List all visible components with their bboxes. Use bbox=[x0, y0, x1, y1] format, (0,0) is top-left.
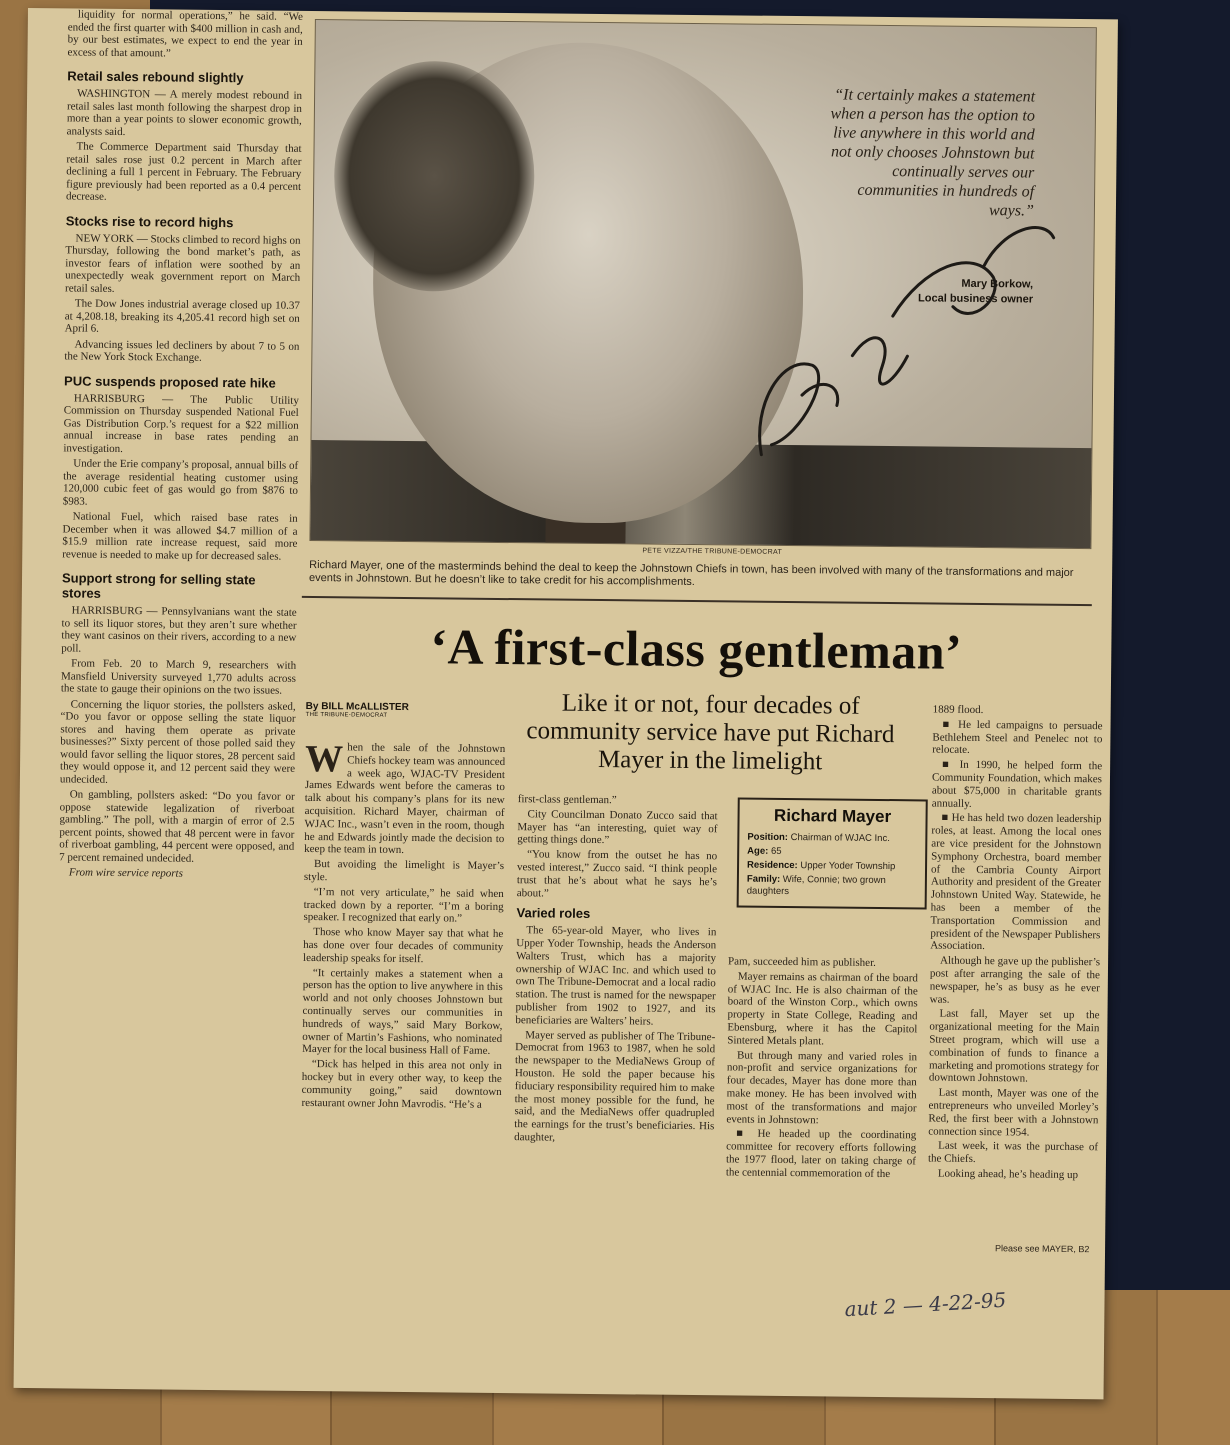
article-paragraph: City Councilman Donato Zucco said that Mayer has “an interesting, quiet way of getting things done.” bbox=[517, 808, 718, 847]
fact-label: Position: bbox=[747, 831, 789, 844]
portrait-photo bbox=[309, 19, 1096, 549]
brief-paragraph: WASHINGTON — A merely modest rebound in retail sales last month following the sharpest drop in more than a year points to slower economic growth, analysts said. bbox=[66, 87, 303, 138]
article-column-1 bbox=[301, 737, 506, 1113]
brief-headline: Support strong for selling state stores bbox=[61, 570, 256, 601]
article-paragraph: Looking ahead, he’s heading up bbox=[937, 1167, 1079, 1181]
brief-paragraph: Concerning the liquor stories, the pollsters asked, “Do you favor or oppose selling the state liquor stores and having them operate as private businesses?” Sixty percent of those polled said they would favor selling the liquor stores, 28 percent said they would oppose it, and 12 percent said they were undecided. bbox=[59, 697, 296, 786]
article-paragraph: ■ In 1990, he helped form the Community Foundation, which makes about $75,000 in charitable grants annually. bbox=[931, 758, 1103, 810]
brief-paragraph: NEW YORK — Stocks climbed to record highs on Thursday, following the bond market’s path, as investor fears of inflation were soothed by an unexpectedly weak government report on March retail sales. bbox=[65, 232, 301, 295]
author: By BILL McALLISTER bbox=[305, 700, 409, 714]
byline bbox=[306, 701, 506, 720]
article-paragraph: Last month, Mayer was one of the entrepreneurs who unveiled Morley’s Red, the first beer with a Johnstown connection since 1954. bbox=[928, 1086, 1099, 1139]
fact-row bbox=[747, 846, 917, 860]
fact-row bbox=[747, 860, 917, 874]
brief-headline: Stocks rise to record highs bbox=[65, 212, 234, 230]
article-paragraph: Pam, succeeded him as publisher. bbox=[727, 955, 876, 969]
deck: Like it or not, four decades of community service have put Richard Mayer in the limelight bbox=[526, 689, 895, 776]
article-paragraph: ■ He has held two dozen leadership roles, at least. Among the local ones are vice president for the Johnstown Symphony Orchestra, board member of the Cambria County Airport Authority and president of the Greater Johnstown United Way. Statewide, he has been a member of the Transportation Commission and president of the Newspaper Publishers Association. bbox=[930, 811, 1102, 953]
brief-paragraph: National Fuel, which raised base rates in December when it was allowed $4.7 million of a $15.9 million rate increase request, said more revenue is needed to make up for decreased sales. bbox=[62, 510, 298, 563]
fact-row bbox=[747, 874, 917, 900]
fact-box bbox=[737, 797, 928, 909]
brief-liquor bbox=[59, 570, 297, 865]
lead-paragraph bbox=[304, 737, 506, 858]
fact-row bbox=[747, 832, 917, 846]
article-column-3 bbox=[726, 955, 918, 1183]
article-column-2 bbox=[514, 793, 718, 1148]
article-paragraph: Those who know Mayer say that what he has done over four decades of community leadership speaks for itself. bbox=[303, 926, 504, 965]
subhead: Varied roles bbox=[516, 905, 591, 922]
article-paragraph: first-class gentleman.” bbox=[517, 793, 617, 807]
article-paragraph: “It certainly makes a statement when a person has the option to live anywhere in this world and not only chooses Johnstown but continually serves our communities in hundreds of ways,” said Mary Borkow, owner of Martin’s Fashions, who nominated Mayer for the local business Hall of Fame. bbox=[302, 966, 503, 1058]
brief-paragraph: The Dow Jones industrial average closed up 10.37 at 4,208.18, breaking its 4,205.41 record high set on April 6. bbox=[64, 297, 300, 335]
article-paragraph: Although he gave up the publisher’s post after arranging the sale of the newspaper, he’s as busy as he ever was. bbox=[929, 954, 1101, 1006]
pull-quote: “It certainly makes a statement when a person has the option to live anywhere in this world and not only chooses Johnstown but continually serves our communities in hundreds of ways.” bbox=[830, 86, 1036, 220]
lead-text: hen the sale of the Johnstown Chiefs hockey team was announced a week ago, WJAC-TV President James Edwards went before the cameras to talk about his company’s plans for its new acquisition. Richard Mayer, chairman of WJAC Inc., wasn’t even in the room, though he and Edwards jointly made the decision to keep the team in town. bbox=[304, 741, 506, 857]
article-paragraph: ■ He led campaigns to persuade Bethlehem Steel and Penelec not to relocate. bbox=[932, 718, 1103, 757]
fact-value: Wife, Connie; two grown daughters bbox=[746, 873, 886, 898]
article-paragraph: But avoiding the limelight is Mayer’s style. bbox=[303, 858, 505, 884]
article-paragraph: “You know from the outset he has no vested interest,” Zucco said. “I think people trust that he’s about what he says he’s about.” bbox=[516, 848, 718, 900]
brief-paragraph: Under the Erie company’s proposal, annual bills of the average residential heating customer using 120,000 cubic feet of gas would go from $876 to $983. bbox=[62, 457, 299, 508]
newspaper-clipping bbox=[14, 8, 1118, 1399]
fact-label: Residence: bbox=[747, 859, 798, 872]
fact-label: Age: bbox=[747, 845, 769, 857]
brief-retail bbox=[66, 68, 302, 205]
briefs-column bbox=[54, 8, 303, 1310]
main-headline: ‘A first-class gentleman’ bbox=[430, 618, 963, 680]
pull-quote-attribution bbox=[833, 275, 1033, 307]
article-paragraph: Last fall, Mayer set up the organizational meeting for the Main Street program, which will use a combination of funds to finance a marketing and promotions strategy for downtown Johnstown. bbox=[928, 1007, 1100, 1085]
article-paragraph: But through many and varied roles in non-profit and service organizations for four decades, Mayer has done more than make money. He has been involved with most of the transformations and major events in Johnstown: bbox=[726, 1049, 918, 1126]
brief-paragraph: HARRISBURG — Pennsylvanians want the state to sell its liquor stores, but they aren’t sure whether they want casinos on their rivers, according to a new poll. bbox=[61, 604, 297, 655]
byline-paper: THE TRIBUNE-DEMOCRAT bbox=[305, 711, 388, 719]
fact-value: Upper Yoder Township bbox=[800, 860, 896, 873]
article-paragraph: Last week, it was the purchase of the Chiefs. bbox=[927, 1139, 1099, 1166]
brief-headline: PUC suspends proposed rate hike bbox=[64, 372, 276, 391]
fact-value: 65 bbox=[770, 845, 782, 857]
brief-stocks bbox=[64, 213, 301, 365]
brief-paragraph: HARRISBURG — The Public Utility Commission on Thursday suspended National Fuel Gas Distribution Corp.’s request for a $22 million annual increase in base rates pending an investigation. bbox=[63, 392, 299, 455]
article-paragraph: Mayer served as publisher of The Tribune-Democrat from 1963 to 1987, when he sold the newspaper to the MediaNews Group of Houston. He sold the paper because his fiduciary responsibility required him to make the most money possible for the fund, he said, and the MediaNews offer quadrupled the earnings for the trust’s beneficiaries. His daughter, bbox=[514, 1028, 716, 1144]
article-paragraph: “I’m not very articulate,” he said when tracked down by a reporter. “I’m a boring speaker. I recognized that early on.” bbox=[303, 885, 504, 925]
brief-paragraph: From Feb. 20 to March 9, researchers with Mansfield University surveyed 1,770 adults across the state to gauge their opinions on the two issues. bbox=[60, 657, 297, 697]
wire-source: From wire service reports bbox=[68, 866, 183, 880]
brief-paragraph: The Commerce Department said Thursday that retail sales rose just 0.2 percent in March after declining a full 1 percent in February. The February figure previously had been reported as a 0.4 percent decrease. bbox=[65, 140, 302, 203]
drop-cap: W bbox=[304, 737, 344, 781]
jump-line: Please see MAYER, B2 bbox=[995, 1243, 1090, 1255]
quote-name: Mary Borkow, bbox=[961, 277, 1034, 291]
intro-text: liquidity for normal operations,” he said. “We ended the first quarter with $400 million in cash and, by our best estimates, we expect to end the year in excess of that amount.” bbox=[67, 8, 303, 59]
brief-puc bbox=[62, 373, 299, 563]
handwritten-note: aut 2 — 4-22-95 bbox=[843, 1287, 1007, 1322]
fact-label: Family: bbox=[746, 873, 781, 885]
brief-paragraph: On gambling, pollsters asked: “Do you favor or oppose statewide legalization of riverboat gambling.” The poll, with a margin of error of 2.5 percent points, showed that 48 percent were in favor of riverboat gambling, 44 percent were opposed, and 7 percent remained undecided. bbox=[59, 788, 295, 865]
article-paragraph: ■ He headed up the coordinating committee for recovery efforts following the 1977 flood, later on taking charge of the centennial commemoration of the bbox=[725, 1127, 917, 1180]
fact-value: Chairman of WJAC Inc. bbox=[790, 832, 890, 845]
article-column-4 bbox=[928, 704, 1103, 1184]
quote-role: Local business owner bbox=[918, 292, 1034, 306]
divider bbox=[302, 596, 1092, 606]
article-paragraph: The 65-year-old Mayer, who lives in Upper Yoder Township, heads the Anderson Walters Trust, which has a majority ownership of WJAC Inc. and which used to own The Tribune-Democrat and a local radio station. The trust is named for the newspaper publisher from 1902 to 1927, and its beneficiaries are Walters’ heirs. bbox=[515, 924, 717, 1028]
brief-paragraph: Advancing issues led decliners by about 7 to 5 on the New York Stock Exchange. bbox=[64, 338, 300, 364]
article-paragraph: “Dick has helped in this area not only in hockey but in every other way, to keep the community going,” said downtown restaurant owner John Mavrodis. “He’s a bbox=[301, 1058, 503, 1111]
photo-credit: PETE VIZZA/THE TRIBUNE-DEMOCRAT bbox=[642, 547, 783, 556]
photo-caption: Richard Mayer, one of the masterminds behind the deal to keep the Johnstown Chiefs in town, has been involved with many of the transformations and major events in Johnstown. But he doesn’t like to take credit for his accomplishments. bbox=[308, 558, 1074, 589]
article-paragraph: Mayer remains as chairman of the board of WJAC Inc. He is also chairman of the board of the Winston Corp., which owns property in State College, Reading and Ebensburg, where it has the Capitol Sintered Metals plant. bbox=[727, 970, 918, 1048]
article-paragraph: 1889 flood. bbox=[932, 703, 984, 717]
fact-box-title: Richard Mayer bbox=[773, 805, 892, 827]
brief-headline: Retail sales rebound slightly bbox=[67, 68, 244, 86]
